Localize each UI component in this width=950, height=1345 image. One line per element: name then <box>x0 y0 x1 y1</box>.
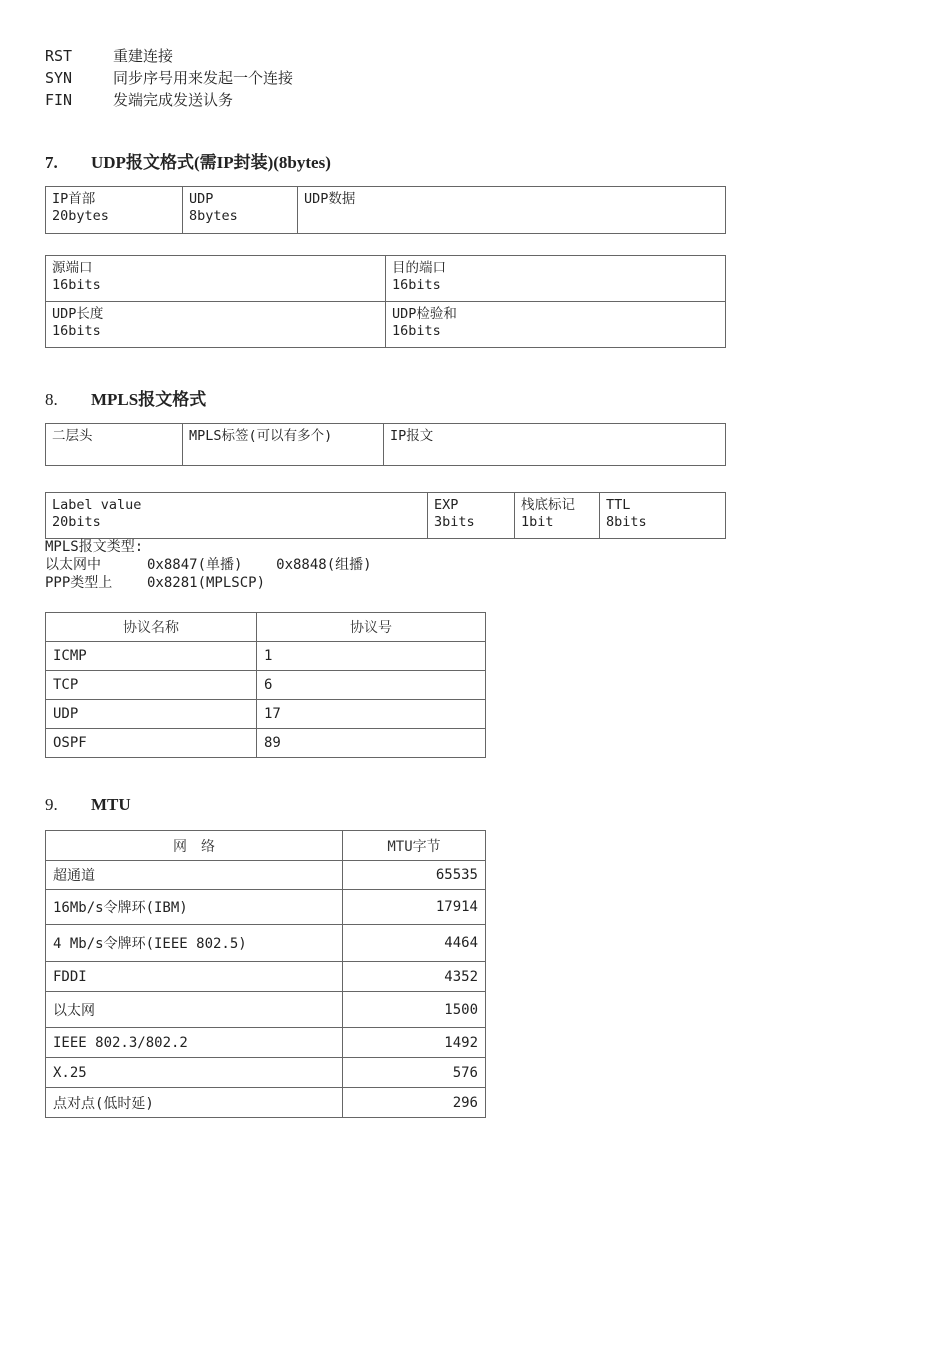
cell-dst-port: 目的端口 16bits <box>386 256 726 302</box>
flag-row <box>45 67 293 89</box>
col-header: 协议名称 <box>46 613 257 642</box>
table-row: 超通道 65535 <box>46 861 486 890</box>
tcp-flags-list <box>45 45 293 111</box>
table-row: OSPF 89 <box>46 729 486 758</box>
table-row: X.25 576 <box>46 1058 486 1088</box>
cell-udp-header: UDP 8bytes <box>183 187 298 234</box>
mpls-label-table <box>45 492 726 539</box>
cell-exp: EXP 3bits <box>428 493 515 539</box>
cell-ttl: TTL 8bits <box>600 493 726 539</box>
flag-row <box>45 45 293 67</box>
mtu-table <box>45 830 486 1118</box>
cell-l2-header: 二层头 <box>46 424 183 466</box>
mpls-type-row: PPP类型上 0x8281(MPLSCP) <box>45 575 266 591</box>
table-row: 以太网 1500 <box>46 992 486 1028</box>
table-row: ICMP 1 <box>46 642 486 671</box>
mpls-types-title: MPLS报文类型: <box>45 539 144 555</box>
section-number: 7. <box>45 153 58 172</box>
section-9-heading <box>45 795 131 815</box>
section-number: 8. <box>45 390 58 409</box>
cell-ip-packet: IP报文 <box>384 424 726 466</box>
table-row: 16Mb/s令牌环(IBM) 17914 <box>46 890 486 925</box>
cell-src-port: 源端口 16bits <box>46 256 386 302</box>
section-number: 9. <box>45 795 58 814</box>
section-8-heading <box>45 385 206 410</box>
table-row: FDDI 4352 <box>46 962 486 992</box>
section-title: MPLS报文格式 <box>91 390 207 409</box>
col-header: MTU字节 <box>343 831 486 861</box>
table-row: TCP 6 <box>46 671 486 700</box>
cell-ip-header: IP首部 20bytes <box>46 187 183 234</box>
mpls-types-note <box>45 538 372 592</box>
cell-udp-length: UDP长度 16bits <box>46 302 386 348</box>
mpls-encapsulation-table <box>45 423 726 466</box>
flag-key: FIN <box>45 91 73 109</box>
flag-key: RST <box>45 47 73 65</box>
udp-header-table <box>45 255 726 348</box>
flag-desc: 重建连接 <box>113 47 174 65</box>
section-title: UDP报文格式(需IP封装)(8bytes) <box>91 153 331 172</box>
section-7-heading <box>45 148 331 173</box>
cell-udp-checksum: UDP检验和 16bits <box>386 302 726 348</box>
table-row: IEEE 802.3/802.2 1492 <box>46 1028 486 1058</box>
section-title: MTU <box>91 795 131 814</box>
col-header: 协议号 <box>257 613 486 642</box>
cell-bottom-of-stack: 栈底标记 1bit <box>515 493 600 539</box>
flag-key: SYN <box>45 69 73 87</box>
flag-desc: 发端完成发送认务 <box>113 91 234 109</box>
table-row: UDP 17 <box>46 700 486 729</box>
flag-row <box>45 89 293 111</box>
flag-desc: 同步序号用来发起一个连接 <box>113 69 294 87</box>
mpls-type-row: 以太网中 0x8847(单播) 0x8848(组播) <box>45 557 372 573</box>
udp-encapsulation-table <box>45 186 726 234</box>
cell-udp-data: UDP数据 <box>298 187 726 234</box>
protocol-number-table <box>45 612 486 758</box>
col-header: 网 络 <box>46 831 343 861</box>
cell-mpls-label: MPLS标签(可以有多个) <box>183 424 384 466</box>
cell-label-value: Label value 20bits <box>46 493 428 539</box>
table-row: 4 Mb/s令牌环(IEEE 802.5) 4464 <box>46 925 486 962</box>
table-row: 点对点(低时延) 296 <box>46 1088 486 1118</box>
